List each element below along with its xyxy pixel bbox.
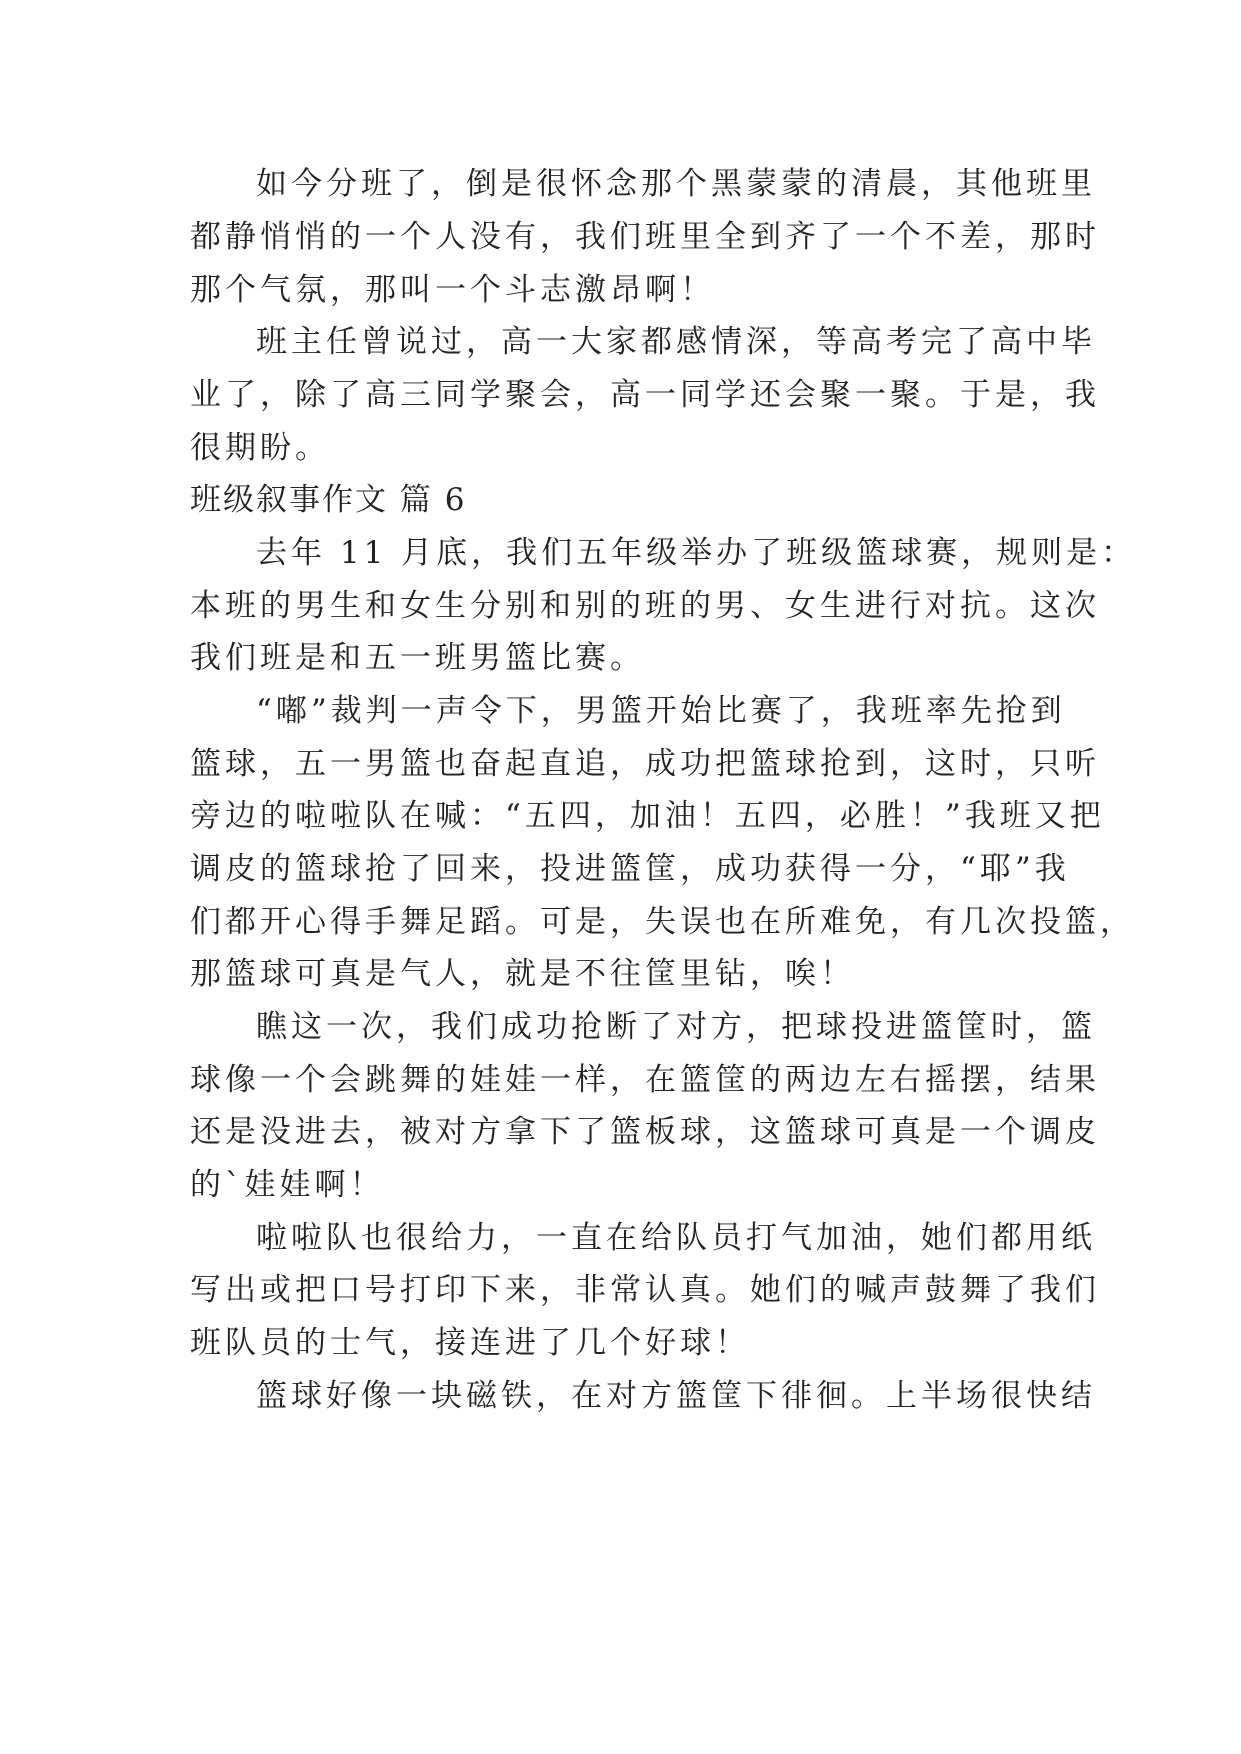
text-line: 那个气氛，那叫一个斗志激昂啊！ — [190, 272, 715, 308]
text-line: 如今分班了，倒是很怀念那个黑蒙蒙的清晨，其他班里 — [256, 166, 1096, 202]
text-line: “嘟”裁判一声令下，男篮开始比赛了，我班率先抢到 — [256, 693, 1066, 729]
text-line: 去年 11 月底，我们五年级举办了班级篮球赛，规则是： — [256, 535, 1137, 571]
text-line: 班队员的士气，接连进了几个好球！ — [190, 1325, 750, 1361]
text-line: 都静悄悄的一个人没有，我们班里全到齐了一个不差，那时 — [190, 219, 1100, 255]
text-line: 瞧这一次，我们成功抢断了对方，把球投进篮筐时，篮 — [256, 1009, 1096, 1045]
text-line: 们都开心得手舞足蹈。可是，失误也在所难免，有几次投篮， — [190, 904, 1135, 940]
text-line: 业了，除了高三同学聚会，高一同学还会聚一聚。于是，我 — [190, 377, 1100, 413]
text-line: 篮球，五一男篮也奋起直追，成功把篮球抢到，这时，只听 — [190, 746, 1100, 782]
text-line: 啦啦队也很给力，一直在给队员打气加油，她们都用纸 — [256, 1220, 1096, 1256]
text-line: 班主任曾说过，高一大家都感情深，等高考完了高中毕 — [256, 324, 1096, 360]
text-line: 写出或把口号打印下来，非常认真。她们的喊声鼓舞了我们 — [190, 1272, 1100, 1308]
text-line: 那篮球可真是气人，就是不往筐里钻，唉！ — [190, 956, 855, 992]
text-line: 篮球好像一块磁铁，在对方篮筐下徘徊。上半场很快结 — [256, 1378, 1096, 1414]
section-heading: 班级叙事作文 篇 6 — [190, 482, 467, 518]
text-line: 调皮的篮球抢了回来，投进篮筐，成功获得一分，“耶”我 — [190, 851, 1070, 887]
text-line: 的`娃娃啊！ — [190, 1167, 385, 1203]
text-line: 球像一个会跳舞的娃娃一样，在篮筐的两边左右摇摆，结果 — [190, 1062, 1100, 1098]
text-line: 还是没进去，被对方拿下了篮板球，这篮球可真是一个调皮 — [190, 1114, 1100, 1150]
text-line: 本班的男生和女生分别和别的班的男、女生进行对抗。这次 — [190, 588, 1100, 624]
text-line: 我们班是和五一班男篮比赛。 — [190, 640, 645, 676]
text-line: 很期盼。 — [190, 430, 330, 466]
text-line: 旁边的啦啦队在喊：“五四，加油！五四，必胜！”我班又把 — [190, 798, 1105, 834]
